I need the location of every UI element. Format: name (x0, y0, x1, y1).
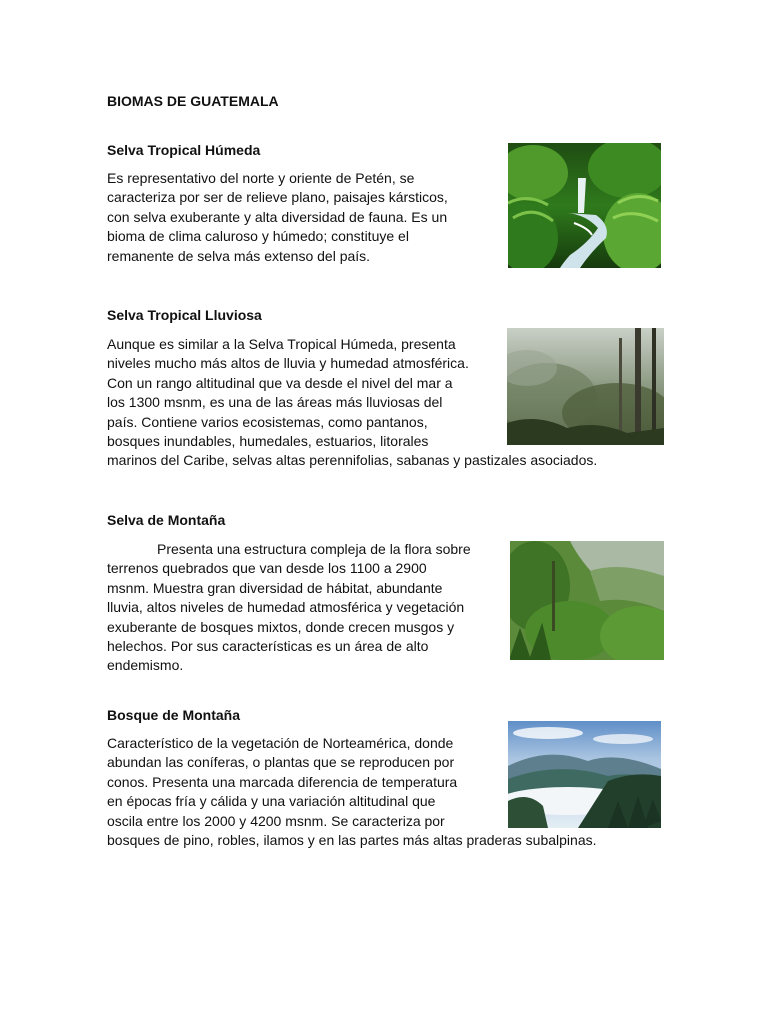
text-line: país. Contiene varios ecosistemas, como pantanos, (107, 413, 428, 430)
text-line: bosques de pino, robles, ilamos y en las partes más altas praderas subalpinas. (107, 832, 597, 849)
text-line: bosques inundables, humedales, estuarios, litorales (107, 433, 429, 450)
photo-misty-rainforest (507, 328, 664, 445)
text-line: abundan las coníferas, o plantas que se reproducen por (107, 754, 455, 771)
section-heading-selva-de-montana: Selva de Montaña (107, 512, 226, 528)
document-title: BIOMAS DE GUATEMALA (107, 93, 279, 109)
text-line: helechos. Por sus características es un área de alto (107, 638, 429, 655)
text-line: caracteriza por ser de relieve plano, paisajes kársticos, (107, 189, 448, 206)
text-line: Con un rango altitudinal que va desde el nivel del mar a (107, 374, 453, 391)
text-line: remanente de selva más extenso del país. (107, 247, 371, 264)
text-line: marinos del Caribe, selvas altas perennifolias, sabanas y pastizales asociados. (107, 452, 598, 469)
section-text-selva-de-montana (107, 540, 471, 676)
text-line: en épocas fría y cálida y una variación altitudinal que (107, 793, 436, 810)
text-line: niveles mucho más altos de lluvia y humedad atmosférica. (107, 355, 469, 372)
text-line: Es representativo del norte y oriente de Petén, se (107, 170, 415, 186)
text-line: exuberante de bosques mixtos, donde crecen musgos y (107, 618, 455, 635)
text-line: con selva exuberante y alta diversidad de fauna. Es un (107, 208, 448, 225)
text-line: conos. Presenta una marcada diferencia de temperatura (107, 773, 458, 790)
section-heading-bosque-de-montana: Bosque de Montaña (107, 707, 241, 723)
text-line: oscila entre los 2000 y 4200 msnm. Se caracteriza por (107, 812, 445, 829)
text-line: lluvia, altos niveles de humedad atmosférica y vegetación (107, 599, 465, 616)
text-line: msnm. Muestra gran diversidad de hábitat, abundante (107, 579, 443, 596)
text-line: los 1300 msnm, es una de las áreas más lluviosas del (107, 394, 443, 411)
text-line: Característico de la vegetación de Norteamérica, donde (107, 735, 454, 751)
section-heading-selva-tropical-humeda: Selva Tropical Húmeda (107, 142, 261, 158)
photo-mountain-cloud-forest (510, 541, 664, 660)
section-heading-selva-tropical-lluviosa: Selva Tropical Lluviosa (107, 307, 262, 323)
text-line: Aunque es similar a la Selva Tropical Húmeda, presenta (107, 336, 456, 352)
section-text-selva-tropical-humeda (107, 169, 448, 266)
text-line: bioma de clima caluroso y húmedo; constituye el (107, 228, 409, 245)
text-line: terrenos quebrados que van desde los 1100 a 2900 (107, 560, 427, 577)
photo-conifer-mountain-forest (508, 721, 661, 828)
photo-rainforest-waterfall (508, 143, 661, 268)
text-line: endemismo. (107, 657, 184, 674)
text-line: Presenta una estructura compleja de la flora sobre (157, 541, 471, 557)
